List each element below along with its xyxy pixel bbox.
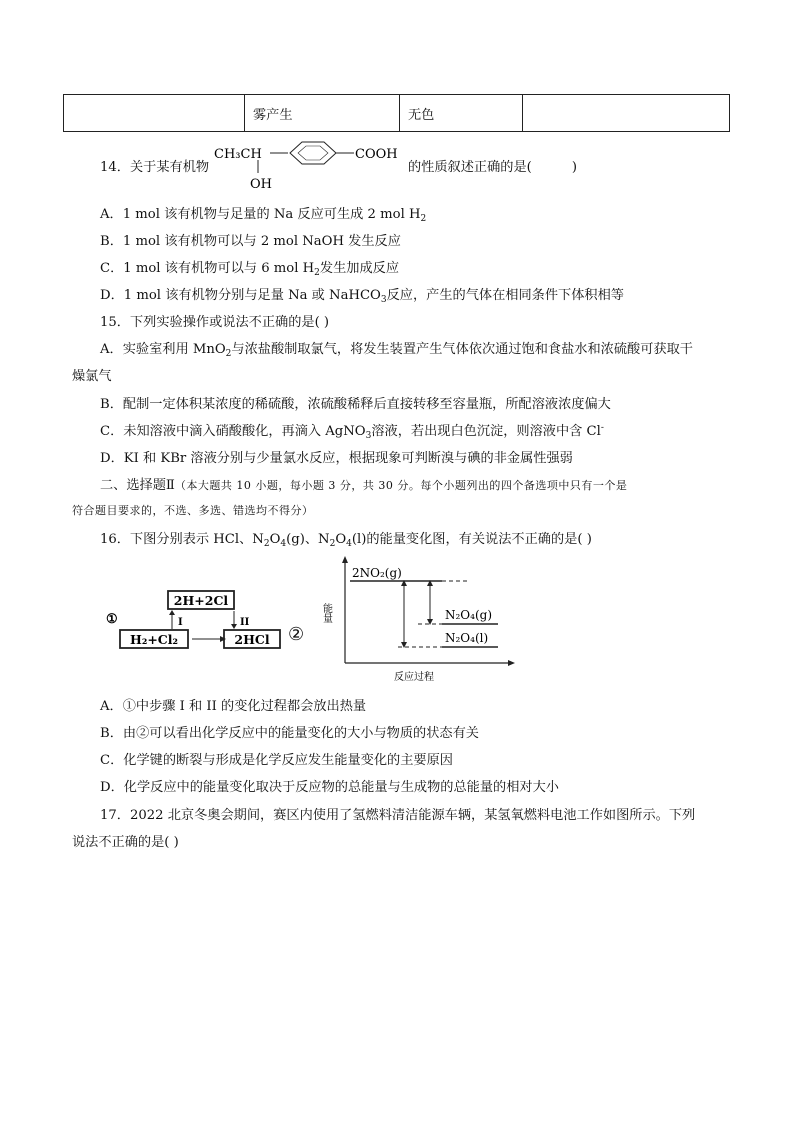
q16-stem-part: O (269, 532, 281, 547)
q15-option-a-text: A．实验室利用 MnO (100, 342, 226, 357)
q14-stem-pre: 关于某有机物 (129, 160, 210, 175)
q14-stem-post (408, 156, 577, 175)
level-n2o4-gas: N₂O₄(g) (445, 608, 493, 622)
q15-option-a-continued: 燥氯气 (72, 369, 112, 384)
subscript: 2 (329, 539, 336, 549)
subscript: 4 (280, 539, 287, 549)
q15-option-d: D．KI 和 KBr 溶液分别与少量氯水反应，根据现象可判断溴与碘的非金属性强弱 (100, 451, 573, 466)
x-axis-label: 反应过程 (394, 672, 434, 683)
subscript: 3 (380, 295, 387, 305)
hcl-energy-diagram (100, 585, 330, 657)
q16-stem-part: O (335, 532, 347, 547)
q16-stem-pre: 16．下图分别表示 HCl、N (100, 532, 264, 547)
q15-option-c-text: C．未知溶液中滴入硝酸酸化，再滴入 AgNO (100, 424, 366, 439)
q17-stem: 17．2022 北京冬奥会期间，赛区内使用了氢燃料清洁能源车辆，某氢氧燃料电池工作如图所示。下列 (100, 808, 696, 823)
table-cell (523, 95, 730, 132)
section-2-header (100, 474, 627, 493)
q15-option-c-post: 溶液，若出现白色沉淀，则溶液中含 Cl (371, 424, 601, 439)
subscript: 4 (346, 539, 352, 549)
q14-stem (100, 156, 209, 175)
q14-stem-close: ) (571, 160, 577, 175)
q16-stem-post: (l)的能量变化图，有关说法不正确的是( ) (351, 532, 592, 547)
molecule-right-group: COOH (355, 147, 398, 162)
q16-option-b: B．由②可以看出化学反应中的能量变化的大小与物质的状态有关 (100, 726, 479, 741)
q16-stem-part: (g)、N (286, 532, 330, 547)
q15-option-a (100, 338, 693, 357)
molecule-left-group: CH₃CH (214, 147, 262, 162)
q16-option-c: C．化学键的断裂与形成是化学反应发生能量变化的主要原因 (100, 753, 453, 768)
y-axis-label: 能量 (320, 603, 332, 623)
table-row (64, 95, 730, 132)
q14-option-d-text: D．1 mol 该有机物分别与足量 Na 或 NaHCO (100, 288, 381, 303)
question-number: 14． (100, 160, 130, 175)
answer-table-fragment (63, 94, 730, 132)
section-2-note-continued: 符合题目要求的，不选、多选、错选均不得分） (72, 504, 314, 517)
q14-option-d (100, 284, 624, 303)
q14-option-d-post: 反应，产生的气体在相同条件下体积相等 (386, 288, 624, 303)
section-note: （本大题共 10 小题，每小题 3 分，共 30 分。每个小题列出的四个备选项中只有一个是 (174, 479, 628, 492)
q15-stem: 15．下列实验操作或说法不正确的是( ) (100, 315, 330, 330)
q14-option-c (100, 257, 399, 276)
table-cell: 无色 (400, 95, 523, 132)
molecule-hydroxyl: OH (250, 177, 272, 192)
superscript: - (600, 423, 604, 433)
q15-option-a-post: 与浓盐酸制取氯气，将发生装置产生气体依次通过饱和食盐水和浓硫酸可获取干 (231, 342, 693, 357)
box-reactants-label: H₂+Cl₂ (130, 632, 178, 647)
q14-option-c-text: C．1 mol 该有机物可以与 6 mol H (100, 261, 315, 276)
q15-option-c (100, 420, 604, 439)
n2o4-energy-diagram (318, 555, 518, 685)
q16-option-d: D．化学反应中的能量变化取决于反应物的总能量与生成物的总能量的相对大小 (100, 780, 559, 795)
diagram-1-label: ① (106, 612, 118, 627)
table-cell: 雾产生 (245, 95, 400, 132)
subscript: 3 (365, 431, 372, 441)
subscript: 2 (263, 539, 270, 549)
box-product-label: 2HCl (234, 632, 270, 647)
q16-stem (100, 528, 592, 547)
q14-option-a (100, 203, 426, 222)
q14-option-b: B．1 mol 该有机物可以与 2 mol NaOH 发生反应 (100, 234, 401, 249)
q16-option-a: A．①中步骤 I 和 II 的变化过程都会放出热量 (100, 699, 367, 714)
subscript: 2 (314, 268, 320, 278)
table-cell (64, 95, 245, 132)
q14-option-c-post: 发生加成反应 (319, 261, 400, 276)
step-1-label: I (178, 617, 183, 628)
q14-stem-post-text: 的性质叙述正确的是( (408, 160, 532, 175)
box-atoms-label: 2H+2Cl (173, 593, 229, 608)
section-title: 二、选择题Ⅱ (100, 478, 175, 493)
q17-stem-continued: 说法不正确的是( ) (72, 835, 179, 850)
level-n2o4-liquid: N₂O₄(l) (445, 631, 489, 645)
level-2no2: 2NO₂(g) (352, 566, 402, 580)
q14-molecule-structure (212, 140, 408, 194)
q14-option-a-text: A．1 mol 该有机物与足量的 Na 反应可生成 2 mol H (100, 207, 421, 222)
diagram-2-label: ② (288, 624, 305, 645)
q15-option-b: B．配制一定体积某浓度的稀硫酸，浓硫酸稀释后直接转移至容量瓶，所配溶液浓度偏大 (100, 397, 611, 412)
subscript: 2 (420, 214, 427, 224)
subscript: 2 (225, 349, 232, 359)
step-2-label: II (240, 617, 250, 628)
